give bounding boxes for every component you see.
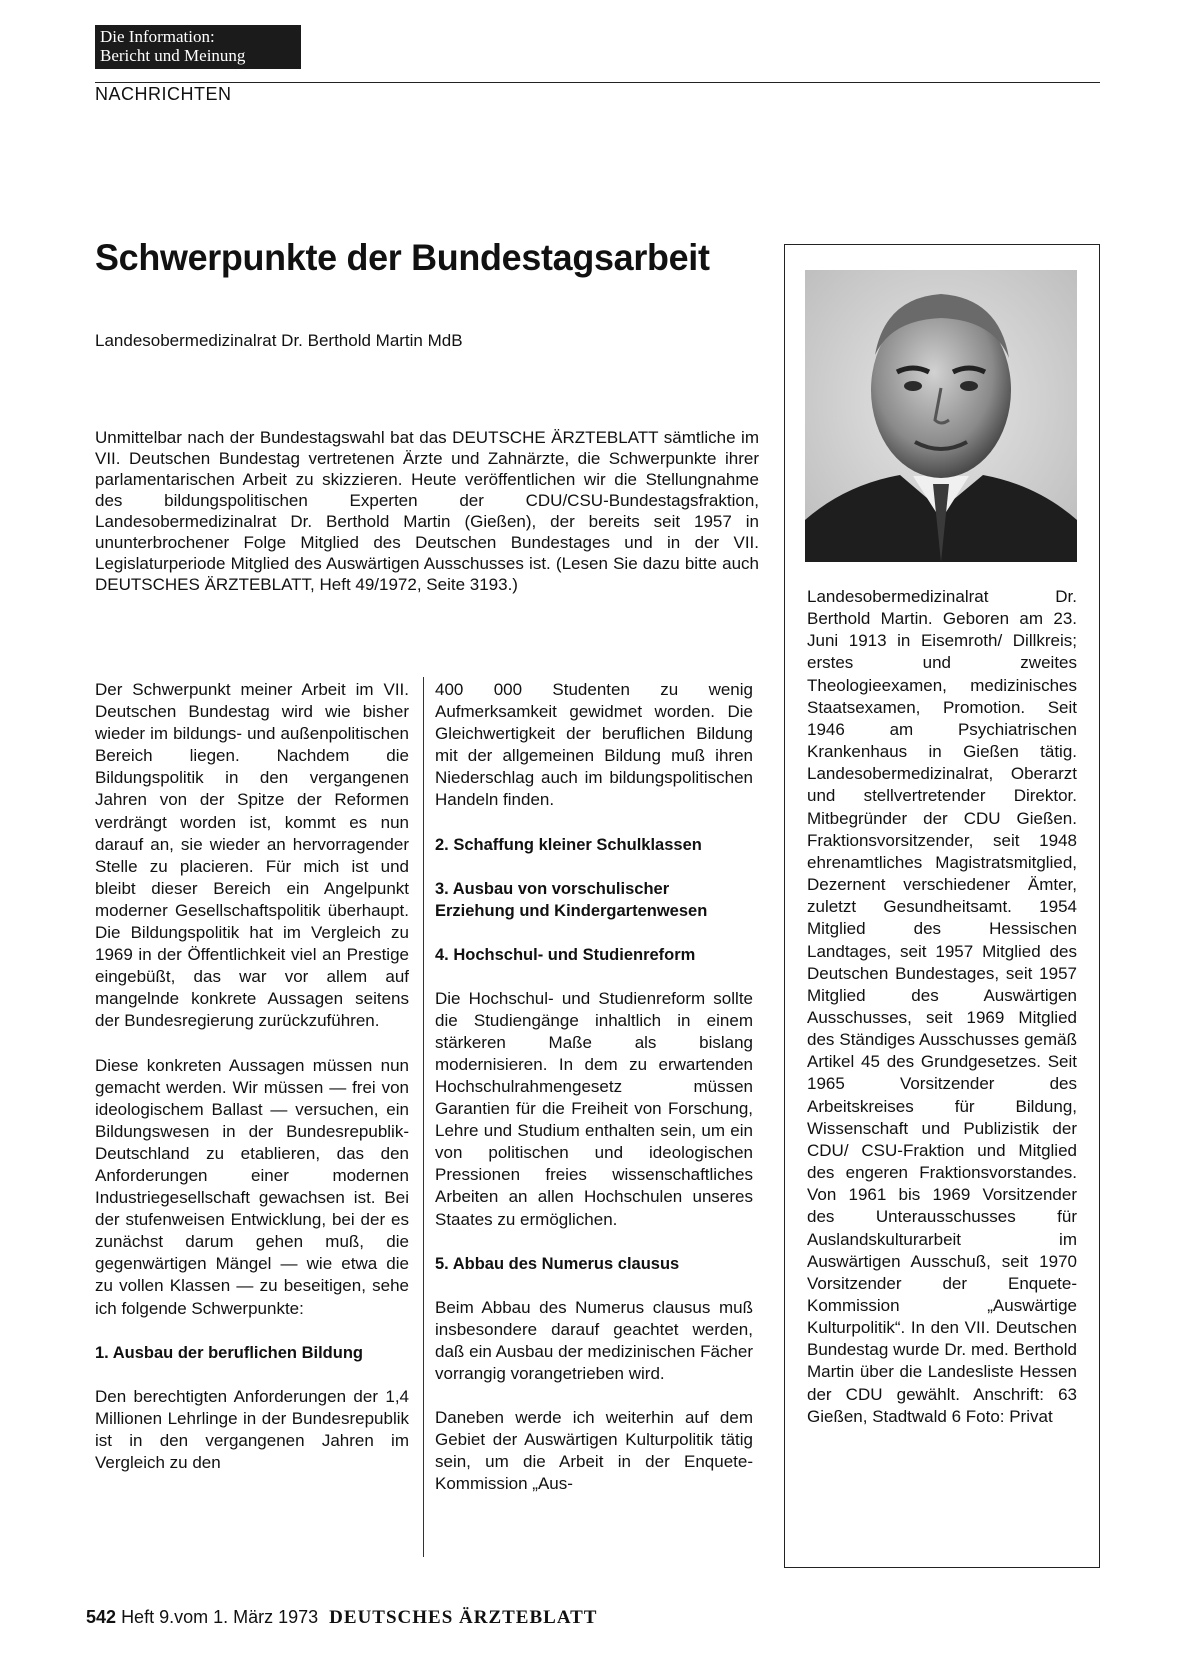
portrait-image [805,270,1077,562]
issue-info: Heft 9.vom 1. März 1973 [121,1607,319,1627]
col2-paragraph-3: Beim Abbau des Numerus clausus muß insbesondere darauf geachtet werden, daß ein Ausbau der medizinischen Fächer vorrangig vorangetrieben wird. [435,1297,753,1383]
col2-heading-4: 4. Hochschul- und Studienreform [435,945,696,964]
col2-paragraph-1: 400 000 Studenten zu wenig Aufmerksamkeit gewidmet worden. Die Gleichwertigkeit der beruflichen Bildung mit der allgemeinen Bildung muß ihren Niederschlag auch im bildungspolitischen Handeln finden. [435,680,753,810]
section-label: NACHRICHTEN [95,84,232,104]
page-number: 542 [86,1607,117,1627]
tag-line-1: Die Information: [100,27,215,46]
page-footer [86,1607,597,1629]
column-1 [95,679,409,1496]
col2-heading-2: 2. Schaffung kleiner Schulklassen [435,835,702,854]
section-tag [95,25,301,69]
article-title: Schwerpunkte der Bundestagsarbeit [95,237,710,278]
col2-paragraph-2: Die Hochschul- und Studienreform sollte die Studiengänge inhaltlich in einem stärkeren Maße als bislang modernisieren. In dem zu erwartenden Hochschulrahmengesetz müssen Garantien für die Freiheit von Forschung, Lehre und Studium enthalten sein, um ein von politischen und ideologischen Pressionen freies wissenschaftliches Arbeiten an allen Hochschulen unseres Staates zu ermöglichen. [435,988,753,1229]
author-bio: Landesobermedizinalrat Dr. Berthold Martin. Geboren am 23. Juni 1913 in Eisemroth/ Dillkreis; erstes und zweites Theologieexamen, medizinisches Staatsexamen, Promotion. Seit 1946 am Psychiatrischen Krankenhaus in Gießen tätig. Landesobermedizinalrat, Oberarzt und stellvertretender Direktor. Mitbegründer der CDU Gießen. Fraktionsvorsitzender, seit 1948 ehrenamtliches Magistratsmitglied, Dezernent verschiedener Ämter, zuletzt Gesundheitsamt. 1954 Mitglied des Hessischen Landtages, seit 1957 Mitglied des Deutschen Bundestages, seit 1957 Mitglied des Auswärtigen Ausschusses, seit 1969 Mitglied des Ständiges Ausschusses gemäß Artikel 45 des Grundgesetzes. Seit 1965 Vorsitzender des Arbeitskreises für Bildung, Wissenschaft und Publizistik der CDU/ CSU-Fraktion und Mitglied des engeren Fraktionsvorstandes. Von 1961 bis 1969 Vorsitzender des Unterausschusses für Auslandskulturarbeit im Auswärtigen Ausschuß, seit 1970 Vorsitzender der Enquete-Kommission „Auswärtige Kulturpolitik“. In den VII. Deutschen Bundestag wurde Dr. med. Berthold Martin über die Landesliste Hessen der CDU gewählt. Anschrift: 63 Gießen, Stadtwald 6 Foto: Privat [807,587,1077,1426]
article-intro: Unmittelbar nach der Bundestagswahl bat das DEUTSCHE ÄRZTEBLATT sämtliche im VII. Deutschen Bundestag vertretenen Ärzte und Zahnärzte, die Schwerpunkte ihrer parlamentarischen Arbeit zu skizzieren. Heute veröffentlichen wir die Stellungnahme des bildungspolitischen Experten der CDU/CSU-Bundestagsfraktion, Landesobermedizinalrat Dr. Berthold Martin (Gießen), der bereits seit 1957 in ununterbrochener Folge Mitglied des Deutschen Bundestages und in der VII. Legislaturperiode Mitglied des Auswärtigen Ausschusses ist. (Lesen Sie dazu bitte auch DEUTSCHES ÄRZTEBLATT, Heft 49/1972, Seite 3193.) [95,428,759,594]
column-2 [435,679,753,1517]
col1-paragraph-2: Diese konkreten Aussagen müssen nun gemacht werden. Wir müssen — frei von ideologischem Ballast — versuchen, ein Bildungswesen in der Bundesrepublik-Deutschland zu etablieren, das den Anforderungen einer modernen Industriegesellschaft gewachsen ist. Bei der stufenweisen Entwicklung, bei der es zunächst darum gehen muß, die gegenwärtigen Mängel — wie etwa die zu vollen Klassen — zu beseitigen, sehe ich folgende Schwerpunkte: [95,1055,409,1318]
author-photo [805,270,1077,562]
col2-paragraph-4: Daneben werde ich weiterhin auf dem Gebiet der Auswärtigen Kulturpolitik tätig sein, um die Arbeit in der Enquete-Kommission „Aus- [435,1407,753,1494]
col2-heading-3: 3. Ausbau von vorschulischer Erziehung und Kindergartenwesen [435,879,708,920]
article-author: Landesobermedizinalrat Dr. Berthold Martin MdB [95,331,463,350]
col1-heading-1: 1. Ausbau der beruflichen Bildung [95,1343,363,1362]
tag-line-2: Bericht und Meinung [100,46,246,65]
col2-heading-5: 5. Abbau des Numerus clausus [435,1254,680,1273]
column-divider [423,677,424,1557]
col1-paragraph-1: Der Schwerpunkt meiner Arbeit im VII. Deutschen Bundestag wird wie bisher wieder im bildungs- und außenpolitischen Bereich liegen. Nachdem die Bildungspolitik in den vergangenen Jahren von der Spitze der Reformen verdrängt worden ist, kommt es nun darauf an, sie wieder an hervorragender Stelle zu placieren. Für mich ist und bleibt dieser Bereich ein Angelpunkt moderner Gesellschaftspolitik überhaupt. Die Bildungspolitik hat im Vergleich zu 1969 in der Öffentlichkeit viel an Prestige eingebüßt, das war vor allem auf mangelnde konkrete Aussagen seitens der Bundesregierung zurückzuführen. [95,680,409,1031]
top-rule [95,82,1100,83]
magazine-name: DEUTSCHES ÄRZTEBLATT [329,1607,598,1628]
col1-paragraph-3: Den berechtigten Anforderungen der 1,4 Millionen Lehrlinge in der Bundesrepublik ist in den vergangenen Jahren im Vergleich zu den [95,1386,409,1472]
